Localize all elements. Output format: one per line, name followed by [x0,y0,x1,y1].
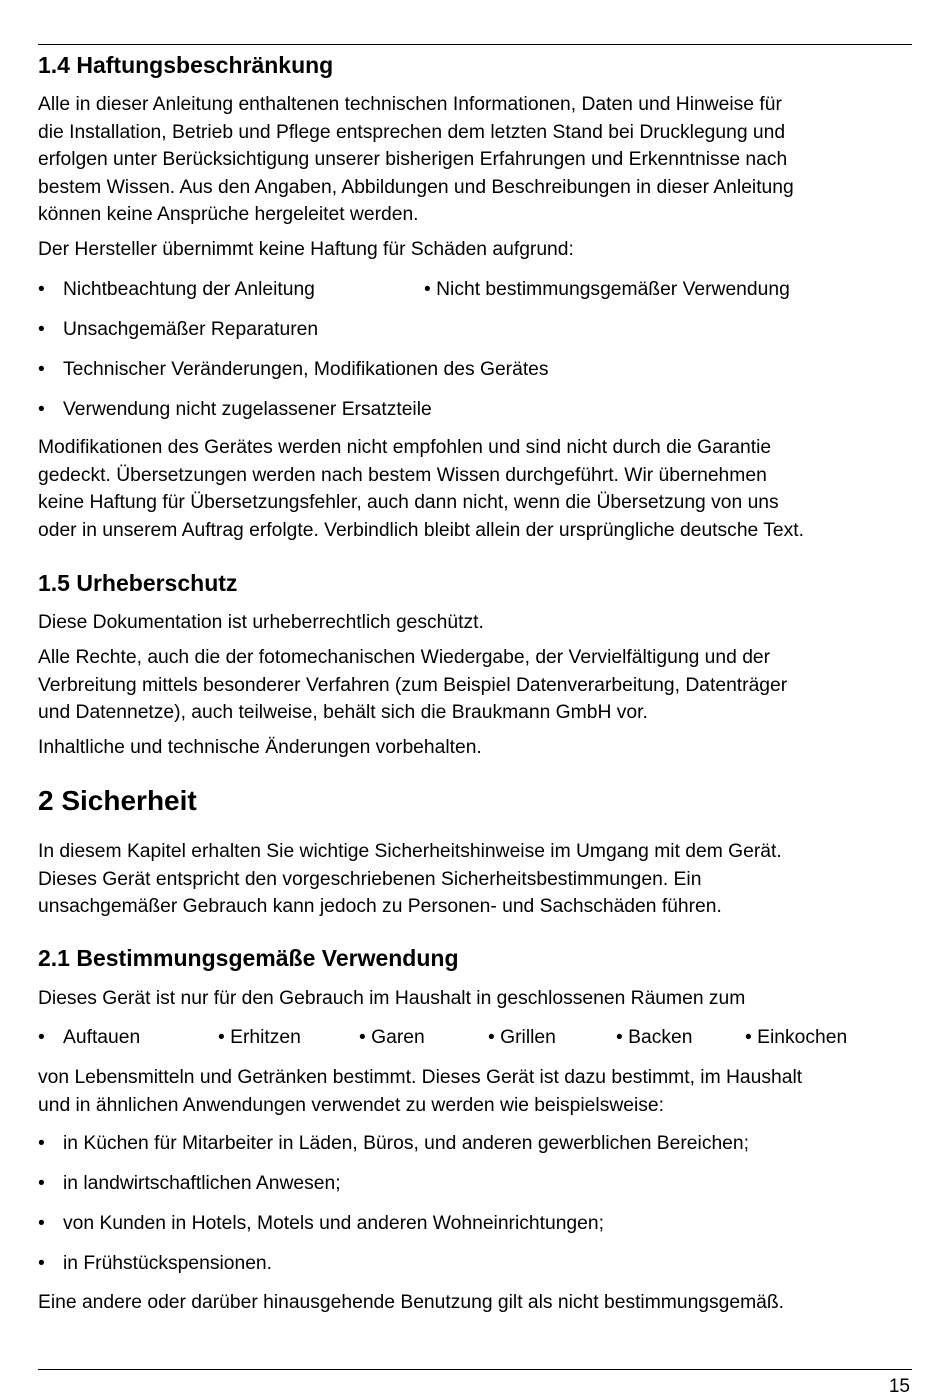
list-item: • Technischer Veränderungen, Modifikationen des Gerätes [38,359,549,380]
list-item: • Backen [616,1027,693,1048]
bullet-icon: • [745,1027,752,1048]
paragraph-line: unsachgemäßer Gebrauch kann jedoch zu Personen- und Sachschäden führen. [38,896,722,917]
list-item: • Einkochen [745,1027,848,1048]
paragraph-line: erfolgen unter Berücksichtigung unserer bisherigen Erfahrungen und Erkenntnisse nach [38,149,788,170]
paragraph-line: Alle in dieser Anleitung enthaltenen technischen Informationen, Daten und Hinweise für [38,94,782,115]
paragraph-line: Dieses Gerät ist nur für den Gebrauch im Haushalt in geschlossenen Räumen zum [38,988,746,1009]
bullet-icon: • [38,1253,45,1274]
list-item: • in Frühstückspensionen. [38,1253,272,1274]
chapter-heading-2: 2 Sicherheit [38,785,197,816]
bullet-icon: • [359,1027,366,1048]
paragraph-line: bestem Wissen. Aus den Angaben, Abbildungen und Beschreibungen in dieser Anleitung [38,177,794,198]
paragraph-line: gedeckt. Übersetzungen werden nach bestem Wissen durchgeführt. Wir übernehmen [38,465,767,486]
paragraph-line: Alle Rechte, auch die der fotomechanischen Wiedergabe, der Vervielfältigung und der [38,647,771,668]
bullet-icon: • [38,1027,45,1048]
bullet-icon: • [616,1027,623,1048]
paragraph-line: und Datennetze), auch teilweise, behält sich die Braukmann GmbH vor. [38,702,648,723]
list-item: • Auftauen [38,1027,141,1048]
paragraph-line: die Installation, Betrieb und Pflege entsprechen dem letzten Stand bei Drucklegung und [38,122,786,143]
section-heading-2-1: 2.1 Bestimmungsgemäße Verwendung [38,945,459,971]
paragraph-line: Verbreitung mittels besonderer Verfahren (zum Beispiel Datenverarbeitung, Datenträger [38,675,788,696]
paragraph-line: Eine andere oder darüber hinausgehende Benutzung gilt als nicht bestimmungsgemäß. [38,1292,785,1313]
bullet-icon: • [38,1213,45,1234]
section-heading-1-5: 1.5 Urheberschutz [38,570,238,596]
bullet-icon: • [38,1133,45,1154]
paragraph-line: Modifikationen des Gerätes werden nicht empfohlen und sind nicht durch die Garantie [38,437,772,458]
list-item: • Erhitzen [218,1027,301,1048]
list-item: • Nichtbeachtung der Anleitung [38,279,315,300]
paragraph-line: können keine Ansprüche hergeleitet werden. [38,204,419,225]
list-item: • in landwirtschaftlichen Anwesen; [38,1173,341,1194]
bullet-icon: • [488,1027,495,1048]
section-heading-1-4: 1.4 Haftungsbeschränkung [38,52,334,78]
list-item: • Nicht bestimmungsgemäßer Verwendung [424,279,790,300]
paragraph-line: keine Haftung für Übersetzungsfehler, auch dann nicht, wenn die Übersetzung von uns [38,492,779,513]
header-rule [38,44,912,45]
paragraph-line: Der Hersteller übernimmt keine Haftung für Schäden aufgrund: [38,239,574,260]
paragraph-line: Inhaltliche und technische Änderungen vorbehalten. [38,737,482,758]
paragraph-line: In diesem Kapitel erhalten Sie wichtige Sicherheitshinweise im Umgang mit dem Gerät. [38,841,782,862]
page-number: 15 [888,1376,910,1397]
bullet-icon: • [218,1027,225,1048]
list-item: • Garen [359,1027,425,1048]
paragraph-line: und in ähnlichen Anwendungen verwendet zu werden wie beispielsweise: [38,1095,664,1116]
list-item: • Verwendung nicht zugelassener Ersatzteile [38,399,432,420]
bullet-icon: • [38,279,45,300]
bullet-icon: • [424,279,431,300]
bullet-icon: • [38,359,45,380]
paragraph-line: Dieses Gerät entspricht den vorgeschriebenen Sicherheitsbestimmungen. Ein [38,869,702,890]
bullet-icon: • [38,1173,45,1194]
bullet-icon: • [38,319,45,340]
footer-rule [38,1369,912,1370]
paragraph-line: Diese Dokumentation ist urheberrechtlich geschützt. [38,612,484,633]
paragraph-line: von Lebensmitteln und Getränken bestimmt. Dieses Gerät ist dazu bestimmt, im Haushalt [38,1067,803,1088]
list-item: • Grillen [488,1027,556,1048]
list-item: • von Kunden in Hotels, Motels und anderen Wohneinrichtungen; [38,1213,604,1234]
paragraph-line: oder in unserem Auftrag erfolgte. Verbindlich bleibt allein der ursprüngliche deutsche Text. [38,520,804,541]
bullet-icon: • [38,399,45,420]
list-item: • in Küchen für Mitarbeiter in Läden, Büros, und anderen gewerblichen Bereichen; [38,1133,749,1154]
list-item: • Unsachgemäßer Reparaturen [38,319,319,340]
